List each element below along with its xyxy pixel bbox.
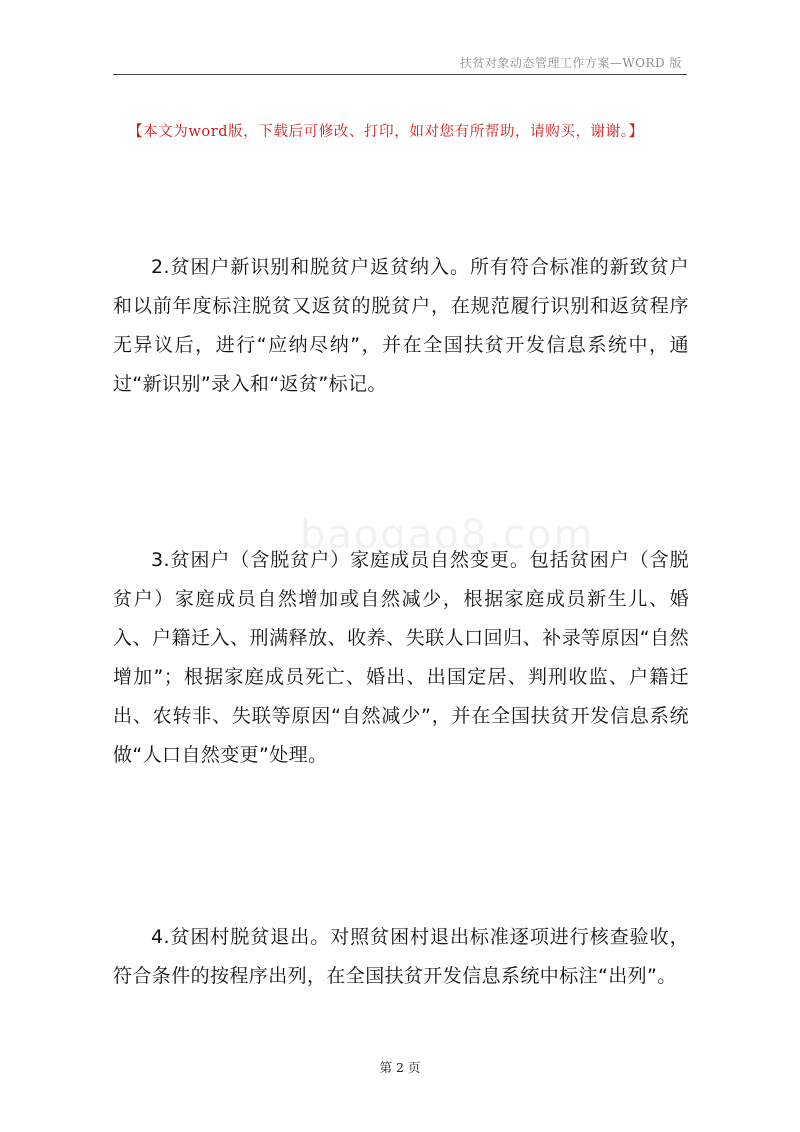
paragraph-item-4: 4.贫困村脱贫退出。对照贫困村退出标准逐项进行核查验收，符合条件的按程序出列，在全国扶贫开发信息系统中标注“出列”。 [113,926,689,987]
purchase-notice: 【本文为word版，下载后可修改、打印，如对您有所帮助，请购买，谢谢。】 [128,124,644,140]
paragraph-item-2: 2.贫困户新识别和脱贫户返贫纳入。所有符合标准的新致贫户和以前年度标注脱贫又返贫的脱贫户，在规范履行识别和返贫程序无异议后，进行“应纳尽纳”，并在全国扶贫开发信息系统中，通过“新识别”录入和“返贫”标记。 [113,256,689,395]
watermark: baogao8.com [300,512,595,558]
header-divider [113,74,687,75]
document-header-title: 扶贫对象动态管理工作方案—WORD 版 [459,56,682,70]
page-number: 第 2 页 [379,1060,421,1075]
paragraph-item-3: 3.贫困户（含脱贫户）家庭成员自然变更。包括贫困户（含脱贫户）家庭成员自然增加或自然减少，根据家庭成员新生儿、婚入、户籍迁入、刑满释放、收养、失联人口回归、补录等原因“自然增加”；根据家庭成员死亡、婚出、出国定居、判刑收监、户籍迁出、农转非、失联等原因“自然减少”，并在全国扶贫开发信息系统做“人口自然变更”处理。 [113,549,689,766]
